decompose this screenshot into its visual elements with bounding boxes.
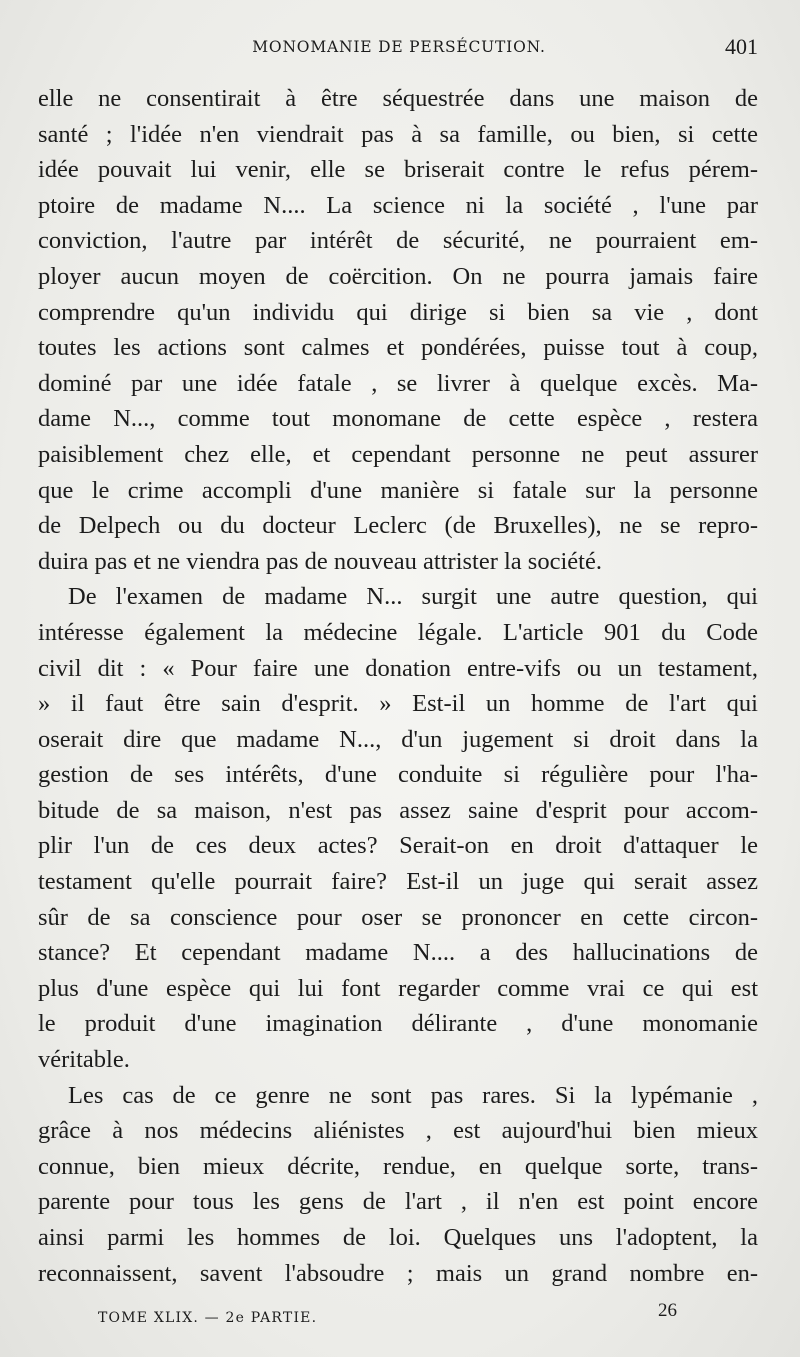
text-line: intéresse également la médecine légale. L'article 901 du Code	[38, 618, 758, 646]
text-line: toutes les actions sont calmes et pondérées, puisse tout à coup,	[38, 334, 758, 362]
text-line: ptoire de madame N.... La science ni la société , l'une par	[38, 191, 758, 219]
text-line: reconnaissent, savent l'absoudre ; mais un grand nombre en-	[38, 1259, 758, 1287]
text-line: comprendre qu'un individu qui dirige si bien sa vie , dont	[38, 298, 758, 326]
text-line: » il faut être sain d'esprit. » Est-il un homme de l'art qui	[38, 690, 758, 718]
text-line: dame N..., comme tout monomane de cette espèce , restera	[38, 405, 758, 433]
text-line: ainsi parmi les hommes de loi. Quelques uns l'adoptent, la	[38, 1224, 758, 1251]
text-line: idée pouvait lui venir, elle se briserait contre le refus pérem-	[38, 156, 758, 184]
text-line: de Delpech ou du docteur Leclerc (de Bruxelles), ne se repro-	[38, 512, 758, 540]
text-line: conviction, l'autre par intérêt de sécurité, ne pourraient em-	[38, 227, 758, 255]
text-line: que le crime accompli d'une manière si fatale sur la personne	[38, 476, 758, 504]
text-line: grâce à nos médecins aliénistes , est aujourd'hui bien mieux	[38, 1117, 758, 1145]
text-line: Les cas de ce genre ne sont pas rares. Si la lypémanie ,	[68, 1081, 758, 1109]
text-line: bitude de sa maison, n'est pas assez saine d'esprit pour accom-	[38, 796, 758, 824]
text-line: parente pour tous les gens de l'art , il n'en est point encore	[38, 1188, 758, 1216]
text-line: duira pas et ne viendra pas de nouveau attrister la société.	[38, 547, 602, 575]
text-line: oserait dire que madame N..., d'un jugement si droit dans la	[38, 725, 758, 753]
text-line: véritable.	[38, 1046, 130, 1074]
text-line: plus d'une espèce qui lui font regarder comme vrai ce qui est	[38, 974, 758, 1002]
text-line: elle ne consentirait à être séquestrée dans une maison de	[38, 85, 758, 112]
text-line: gestion de ses intérêts, d'une conduite si régulière pour l'ha-	[38, 761, 758, 789]
signature-mark: TOME XLIX. — 2e PARTIE.	[98, 1310, 318, 1326]
running-header	[40, 34, 758, 62]
page-number: 401	[725, 34, 758, 59]
text-line: le produit d'une imagination délirante , d'une monomanie	[38, 1010, 758, 1038]
text-line: connue, bien mieux décrite, rendue, en quelque sorte, trans-	[38, 1152, 758, 1180]
text-line: ployer aucun moyen de coërcition. On ne pourra jamais faire	[38, 262, 758, 290]
sheet-number: 26	[658, 1300, 677, 1321]
text-line: sûr de sa conscience pour oser se prononcer en cette circon-	[38, 903, 758, 931]
text-line: De l'examen de madame N... surgit une autre question, qui	[68, 583, 758, 611]
body-text	[38, 81, 758, 1291]
text-line: paisiblement chez elle, et cependant personne ne peut assurer	[38, 440, 758, 468]
text-line: santé ; l'idée n'en viendrait pas à sa famille, ou bien, si cette	[38, 120, 758, 148]
text-line: dominé par une idée fatale , se livrer à quelque excès. Ma-	[38, 369, 758, 397]
text-line: civil dit : « Pour faire une donation entre-vifs ou un testament,	[38, 654, 758, 682]
running-title: MONOMANIE DE PERSÉCUTION.	[252, 38, 546, 56]
page-footer	[98, 1300, 698, 1330]
text-line: plir l'un de ces deux actes? Serait-on en droit d'attaquer le	[38, 832, 758, 860]
text-line: stance? Et cependant madame N.... a des hallucinations de	[38, 939, 758, 967]
text-line: testament qu'elle pourrait faire? Est-il un juge qui serait assez	[38, 868, 758, 896]
